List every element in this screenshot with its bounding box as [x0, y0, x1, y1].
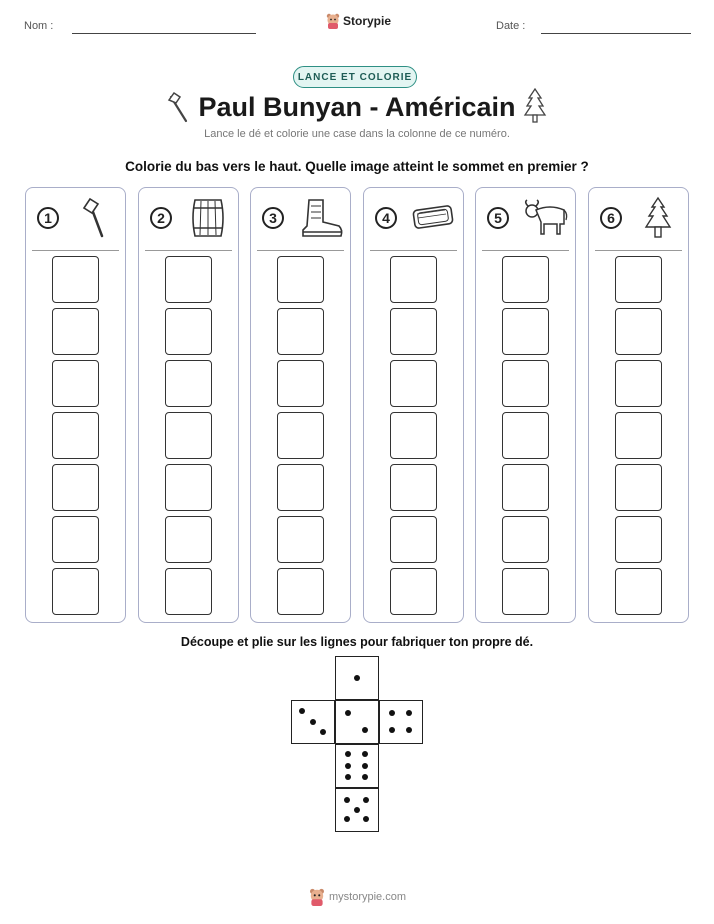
die-pip — [345, 763, 351, 769]
die-pip — [389, 727, 395, 733]
coloring-cell[interactable] — [502, 568, 549, 615]
page-title: Paul Bunyan - Américain — [198, 92, 516, 122]
die-pip — [345, 710, 351, 716]
coloring-cell[interactable] — [502, 360, 549, 407]
footer — [309, 888, 406, 906]
die-pip — [362, 727, 368, 733]
coloring-cell[interactable] — [165, 412, 212, 459]
coloring-cell[interactable] — [615, 516, 662, 563]
pine-tree-icon — [633, 196, 683, 245]
dice-column-6 — [588, 187, 689, 623]
coloring-cell[interactable] — [165, 360, 212, 407]
column-divider — [595, 250, 682, 251]
column-number: 1 — [37, 207, 59, 229]
coloring-cell[interactable] — [277, 568, 324, 615]
instruction-top: Colorie du bas vers le haut. Quelle image atteint le sommet en premier ? — [125, 159, 589, 174]
coloring-cell[interactable] — [615, 256, 662, 303]
die-face-4 — [379, 700, 423, 744]
coloring-cell[interactable] — [502, 412, 549, 459]
die-pip — [299, 708, 305, 714]
die-pip — [344, 797, 350, 803]
die-pip — [344, 816, 350, 822]
die-pip — [354, 807, 360, 813]
column-number: 6 — [600, 207, 622, 229]
coloring-cell[interactable] — [277, 516, 324, 563]
coloring-cell[interactable] — [615, 568, 662, 615]
die-pip — [363, 797, 369, 803]
die-face-6 — [335, 744, 379, 788]
die-pip — [320, 729, 326, 735]
dice-column-5 — [475, 187, 576, 623]
column-divider — [32, 250, 119, 251]
coloring-cell[interactable] — [165, 516, 212, 563]
column-header — [476, 188, 575, 250]
column-number: 5 — [487, 207, 509, 229]
column-header — [364, 188, 463, 250]
coloring-cell[interactable] — [165, 464, 212, 511]
column-divider — [257, 250, 344, 251]
die-pip — [362, 751, 368, 757]
column-number: 3 — [262, 207, 284, 229]
die-face-3 — [291, 700, 335, 744]
pine-tree-icon — [523, 88, 547, 124]
die-pip — [310, 719, 316, 725]
die-pip — [362, 774, 368, 780]
ox-icon — [520, 196, 570, 245]
boot-icon — [295, 196, 345, 245]
die-pip — [354, 675, 360, 681]
coloring-cell[interactable] — [52, 464, 99, 511]
coloring-cell[interactable] — [277, 464, 324, 511]
date-line — [541, 33, 691, 34]
column-number: 2 — [150, 207, 172, 229]
die-face-2 — [335, 700, 379, 744]
coloring-cell[interactable] — [615, 360, 662, 407]
coloring-cell[interactable] — [52, 308, 99, 355]
dice-column-3 — [250, 187, 351, 623]
footer-url: mystorypie.com — [329, 891, 407, 903]
coloring-cell[interactable] — [390, 412, 437, 459]
column-divider — [145, 250, 232, 251]
die-face-1 — [335, 656, 379, 700]
die-face-5 — [335, 788, 379, 832]
date-label: Date : — [496, 20, 526, 32]
coloring-cell[interactable] — [502, 516, 549, 563]
column-divider — [482, 250, 569, 251]
coloring-cell[interactable] — [277, 360, 324, 407]
coloring-cell[interactable] — [390, 308, 437, 355]
name-label: Nom : — [24, 20, 54, 32]
coloring-cell[interactable] — [52, 360, 99, 407]
coloring-cell[interactable] — [277, 412, 324, 459]
coloring-cell[interactable] — [52, 568, 99, 615]
coloring-cell[interactable] — [502, 256, 549, 303]
column-header — [589, 188, 688, 250]
axe-icon — [70, 196, 120, 245]
coloring-cell[interactable] — [277, 256, 324, 303]
coloring-cell[interactable] — [615, 412, 662, 459]
name-line — [72, 33, 256, 34]
die-pip — [345, 774, 351, 780]
coloring-cell[interactable] — [390, 256, 437, 303]
die-pip — [363, 816, 369, 822]
coloring-cell[interactable] — [615, 464, 662, 511]
barrel-icon — [183, 196, 233, 245]
coloring-cell[interactable] — [390, 464, 437, 511]
die-pip — [406, 710, 412, 716]
coloring-cell[interactable] — [615, 308, 662, 355]
coloring-cell[interactable] — [277, 308, 324, 355]
activity-badge: LANCE ET COLORIE — [293, 66, 417, 88]
dice-column-4 — [363, 187, 464, 623]
dice-column-1 — [25, 187, 126, 623]
column-divider — [370, 250, 457, 251]
column-header — [139, 188, 238, 250]
coloring-cell[interactable] — [390, 516, 437, 563]
coloring-cell[interactable] — [390, 568, 437, 615]
subtitle: Lance le dé et colorie une case dans la colonne de ce numéro. — [204, 128, 510, 140]
coloring-cell[interactable] — [390, 360, 437, 407]
coloring-cell[interactable] — [52, 256, 99, 303]
column-header — [26, 188, 125, 250]
coloring-cell[interactable] — [165, 308, 212, 355]
die-pip — [362, 763, 368, 769]
column-header — [251, 188, 350, 250]
bear-logo-icon — [326, 13, 340, 29]
column-number: 4 — [375, 207, 397, 229]
coloring-cell[interactable] — [502, 464, 549, 511]
coloring-cell[interactable] — [52, 516, 99, 563]
coloring-cell[interactable] — [165, 256, 212, 303]
pan-icon — [408, 196, 458, 245]
coloring-cell[interactable] — [502, 308, 549, 355]
instruction-bottom: Découpe et plie sur les lignes pour fabriquer ton propre dé. — [180, 635, 534, 649]
brand-name: Storypie — [343, 14, 392, 28]
dice-column-2 — [138, 187, 239, 623]
coloring-cell[interactable] — [52, 412, 99, 459]
bear-logo-icon — [309, 888, 325, 906]
coloring-cell[interactable] — [165, 568, 212, 615]
die-pip — [406, 727, 412, 733]
die-pip — [389, 710, 395, 716]
brand-logo — [326, 13, 391, 29]
die-pip — [345, 751, 351, 757]
